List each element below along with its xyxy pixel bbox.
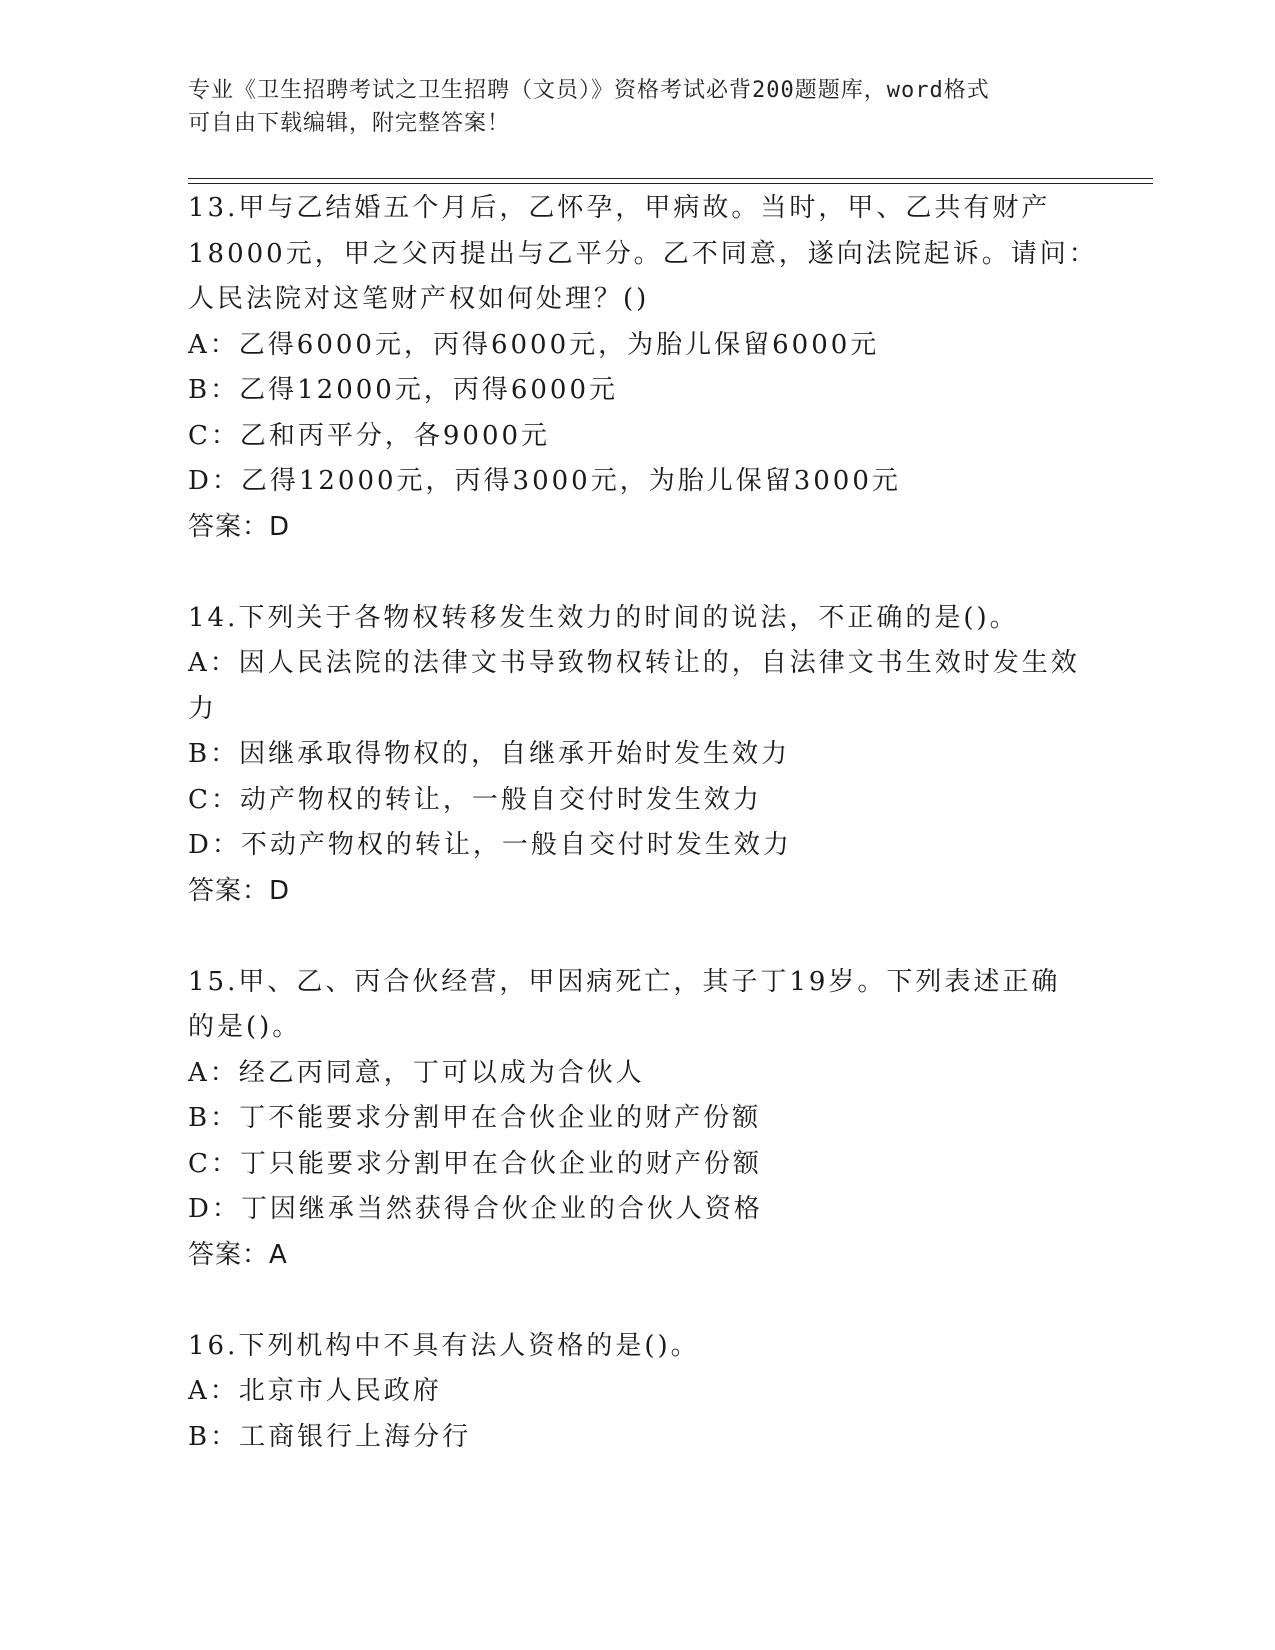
option-c: C：丁只能要求分割甲在合伙企业的财产份额 xyxy=(188,1148,762,1179)
option-d: D：不动产物权的转让，一般自交付时发生效力 xyxy=(188,830,792,860)
question-stem-line: 15.甲、乙、丙合伙经营，甲因病死亡，其子丁19岁。下列表述正确 xyxy=(188,966,1061,997)
question-list xyxy=(188,186,1098,1460)
question-stem-line: 的是()。 xyxy=(188,1012,302,1042)
option-d: D：丁因继承当然获得合伙企业的合伙人资格 xyxy=(188,1194,763,1224)
question-stem-line: 13.甲与乙结婚五个月后，乙怀孕，甲病故。当时，甲、乙共有财产 xyxy=(188,193,1051,223)
header-line-2: 可自由下载编辑，附完整答案！ xyxy=(188,111,511,136)
question-13 xyxy=(188,186,1098,550)
question-stem-line: 18000元，甲之父丙提出与乙平分。乙不同意，遂向法院起诉。请问： xyxy=(188,238,1098,269)
answer-label: 答案：A xyxy=(188,1239,288,1270)
header-divider-top xyxy=(188,178,1153,179)
header-line-1: 专业《卫生招聘考试之卫生招聘（文员）》资格考试必背200题题库，word格式 xyxy=(188,78,990,103)
option-c: C：动产物权的转让，一般自交付时发生效力 xyxy=(188,784,762,815)
question-spacer xyxy=(188,914,1088,960)
question-16 xyxy=(188,1324,1088,1461)
option-d: D：乙得12000元，丙得3000元，为胎儿保留3000元 xyxy=(188,466,901,496)
option-b: B：因继承取得物权的，自继承开始时发生效力 xyxy=(188,739,791,769)
answer-label: 答案：D xyxy=(188,511,291,542)
option-b: B：丁不能要求分割甲在合伙企业的财产份额 xyxy=(188,1103,762,1133)
option-b: B：工商银行上海分行 xyxy=(188,1421,472,1452)
option-a: A：北京市人民政府 xyxy=(188,1376,442,1406)
option-a-continued: 力 xyxy=(188,693,218,724)
question-spacer xyxy=(188,1278,1088,1324)
question-spacer xyxy=(188,550,1088,596)
answer-label: 答案：D xyxy=(188,875,291,906)
option-a: A：乙得6000元，丙得6000元，为胎儿保留6000元 xyxy=(188,329,880,360)
option-a: A：经乙丙同意，丁可以成为合伙人 xyxy=(188,1057,645,1088)
header-divider-bottom xyxy=(188,183,1153,184)
document-header xyxy=(188,74,1068,140)
question-stem-line: 16.下列机构中不具有法人资格的是()。 xyxy=(188,1330,700,1361)
question-stem-line: 人民法院对这笔财产权如何处理？() xyxy=(188,284,650,314)
question-14 xyxy=(188,596,1088,915)
option-b: B：乙得12000元，丙得6000元 xyxy=(188,375,618,405)
option-c: C：乙和丙平分，各9000元 xyxy=(188,420,551,451)
option-a: A：因人民法院的法律文书导致物权转让的，自法律文书生效时发生效 xyxy=(188,648,1080,678)
question-stem-line: 14.下列关于各物权转移发生效力的时间的说法，不正确的是()。 xyxy=(188,602,1019,633)
question-15 xyxy=(188,960,1088,1279)
